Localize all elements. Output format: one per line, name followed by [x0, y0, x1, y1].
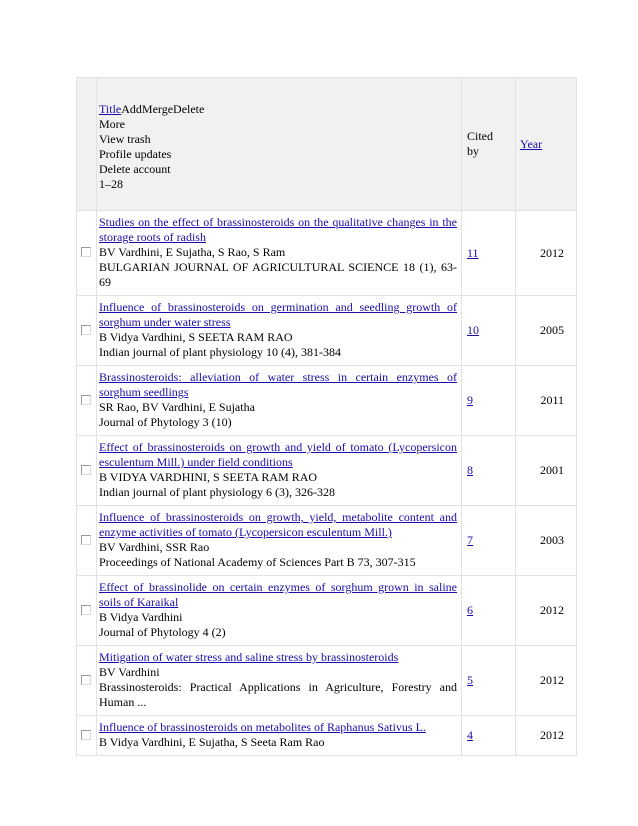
cited-by-cell [462, 646, 516, 716]
year-cell: 2003 [516, 506, 577, 576]
publication-title-link[interactable]: Influence of brassinosteroids on growth, yield, metabolite content and enzyme activities of tomato (Lycopersicon esculentum Mill.) [99, 510, 457, 539]
publication-title-link[interactable]: Brassinosteroids: alleviation of water stress in certain enzymes of sorghum seedlings [99, 370, 457, 399]
cited-by-cell [462, 716, 516, 756]
view-trash-item[interactable]: View trash [99, 132, 151, 146]
cited-by-link[interactable]: 6 [467, 603, 473, 617]
table-row [77, 211, 577, 296]
cited-by-link[interactable]: 8 [467, 463, 473, 477]
row-checkbox-cell [77, 716, 97, 756]
profile-updates-item[interactable]: Profile updates [99, 147, 172, 161]
publication-authors: B Vidya Vardhini, S SEETA RAM RAO [99, 330, 293, 344]
row-checkbox-cell [77, 366, 97, 436]
publication-venue: Journal of Phytology 4 (2) [99, 625, 226, 639]
year-cell: 2011 [516, 366, 577, 436]
cited-by-link[interactable]: 10 [467, 323, 479, 337]
publication-title-link[interactable]: Influence of brassinosteroids on germination and seedling growth of sorghum under water stress [99, 300, 457, 329]
publication-title-link[interactable]: Effect of brassinolide on certain enzymes of sorghum grown in saline soils of Karaikal [99, 580, 457, 609]
row-checkbox[interactable] [81, 395, 91, 405]
publication-venue: Indian journal of plant physiology 6 (3), 326-328 [99, 485, 335, 499]
publication-authors: B VIDYA VARDHINI, S SEETA RAM RAO [99, 470, 318, 484]
row-checkbox-cell [77, 646, 97, 716]
publication-cell [97, 296, 462, 366]
delete-account-item[interactable]: Delete account [99, 162, 171, 176]
cited-by-link[interactable]: 4 [467, 728, 473, 742]
year-cell: 2001 [516, 436, 577, 506]
table-row [77, 716, 577, 756]
publication-venue: BULGARIAN JOURNAL OF AGRICULTURAL SCIENCE 18 (1), 63-69 [99, 260, 457, 289]
publication-title-link[interactable]: Effect of brassinosteroids on growth and yield of tomato (Lycopersicon esculentum Mill.) under field conditions [99, 440, 457, 469]
table-row [77, 646, 577, 716]
cited-by-cell [462, 366, 516, 436]
table-row [77, 436, 577, 506]
header-checkbox-cell [77, 78, 97, 211]
cited-by-link[interactable]: 5 [467, 673, 473, 687]
publication-authors: BV Vardhini, E Sujatha, S Rao, S Ram [99, 245, 286, 259]
publications-table [76, 77, 577, 756]
row-checkbox-cell [77, 211, 97, 296]
publication-venue: Journal of Phytology 3 (10) [99, 415, 232, 429]
publication-authors: B Vidya Vardhini, E Sujatha, S Seeta Ram Rao [99, 735, 325, 749]
result-range: 1–28 [99, 177, 123, 191]
year-cell: 2012 [516, 576, 577, 646]
table-row [77, 506, 577, 576]
cited-by-link[interactable]: 11 [467, 245, 479, 260]
publication-authors: BV Vardhini [99, 665, 160, 679]
header-main-cell [97, 78, 462, 211]
row-checkbox[interactable] [81, 730, 91, 740]
publication-authors: SR Rao, BV Vardhini, E Sujatha [99, 400, 255, 414]
year-sort-link[interactable]: Year [520, 136, 543, 151]
row-checkbox[interactable] [81, 675, 91, 685]
publication-venue: Brassinosteroids: Practical Applications in Agriculture, Forestry and Human ... [99, 680, 457, 709]
row-checkbox-cell [77, 506, 97, 576]
table-row [77, 296, 577, 366]
publication-title-link[interactable]: Mitigation of water stress and saline stress by brassinosteroids [99, 650, 399, 664]
table-header-row [77, 78, 577, 211]
publication-cell [97, 716, 462, 756]
year-header [516, 78, 577, 211]
publication-cell [97, 576, 462, 646]
cited-by-link[interactable]: 7 [467, 533, 473, 547]
cited-by-header[interactable]: Cited by [462, 78, 516, 211]
row-checkbox[interactable] [81, 325, 91, 335]
cited-by-link[interactable]: 9 [467, 393, 473, 407]
publication-title-link[interactable]: Studies on the effect of brassinosteroids on the qualitative changes in the storage roots of radish [99, 215, 457, 244]
add-button[interactable]: Add [121, 102, 142, 116]
year-cell: 2012 [516, 716, 577, 756]
table-row [77, 366, 577, 436]
publication-venue: Proceedings of National Academy of Sciences Part B 73, 307-315 [99, 555, 416, 569]
row-checkbox-cell [77, 576, 97, 646]
cited-by-cell [462, 576, 516, 646]
cited-by-cell [462, 506, 516, 576]
year-cell: 2012 [516, 211, 577, 296]
cited-by-cell [462, 296, 516, 366]
more-menu[interactable]: More [99, 117, 125, 131]
publication-authors: B Vidya Vardhini [99, 610, 183, 624]
title-sort-link[interactable]: Title [99, 102, 122, 116]
year-cell: 2012 [516, 646, 577, 716]
publication-cell [97, 506, 462, 576]
merge-button[interactable]: Merge [141, 102, 174, 116]
row-checkbox-cell [77, 296, 97, 366]
publication-authors: BV Vardhini, SSR Rao [99, 540, 210, 554]
table-row [77, 576, 577, 646]
header-actions [99, 102, 457, 117]
row-checkbox[interactable] [81, 535, 91, 545]
cited-by-cell [462, 436, 516, 506]
row-checkbox[interactable] [81, 465, 91, 475]
publication-venue: Indian journal of plant physiology 10 (4), 381-384 [99, 345, 341, 359]
publication-cell [97, 211, 462, 296]
delete-button[interactable]: Delete [173, 102, 205, 116]
cited-by-cell [462, 211, 516, 296]
publication-title-link[interactable]: Influence of brassinosteroids on metabolites of Raphanus Sativus L. [99, 720, 426, 734]
year-cell: 2005 [516, 296, 577, 366]
row-checkbox[interactable] [81, 247, 91, 257]
row-checkbox[interactable] [81, 605, 91, 615]
publication-cell [97, 366, 462, 436]
publication-cell [97, 436, 462, 506]
publication-cell [97, 646, 462, 716]
row-checkbox-cell [77, 436, 97, 506]
